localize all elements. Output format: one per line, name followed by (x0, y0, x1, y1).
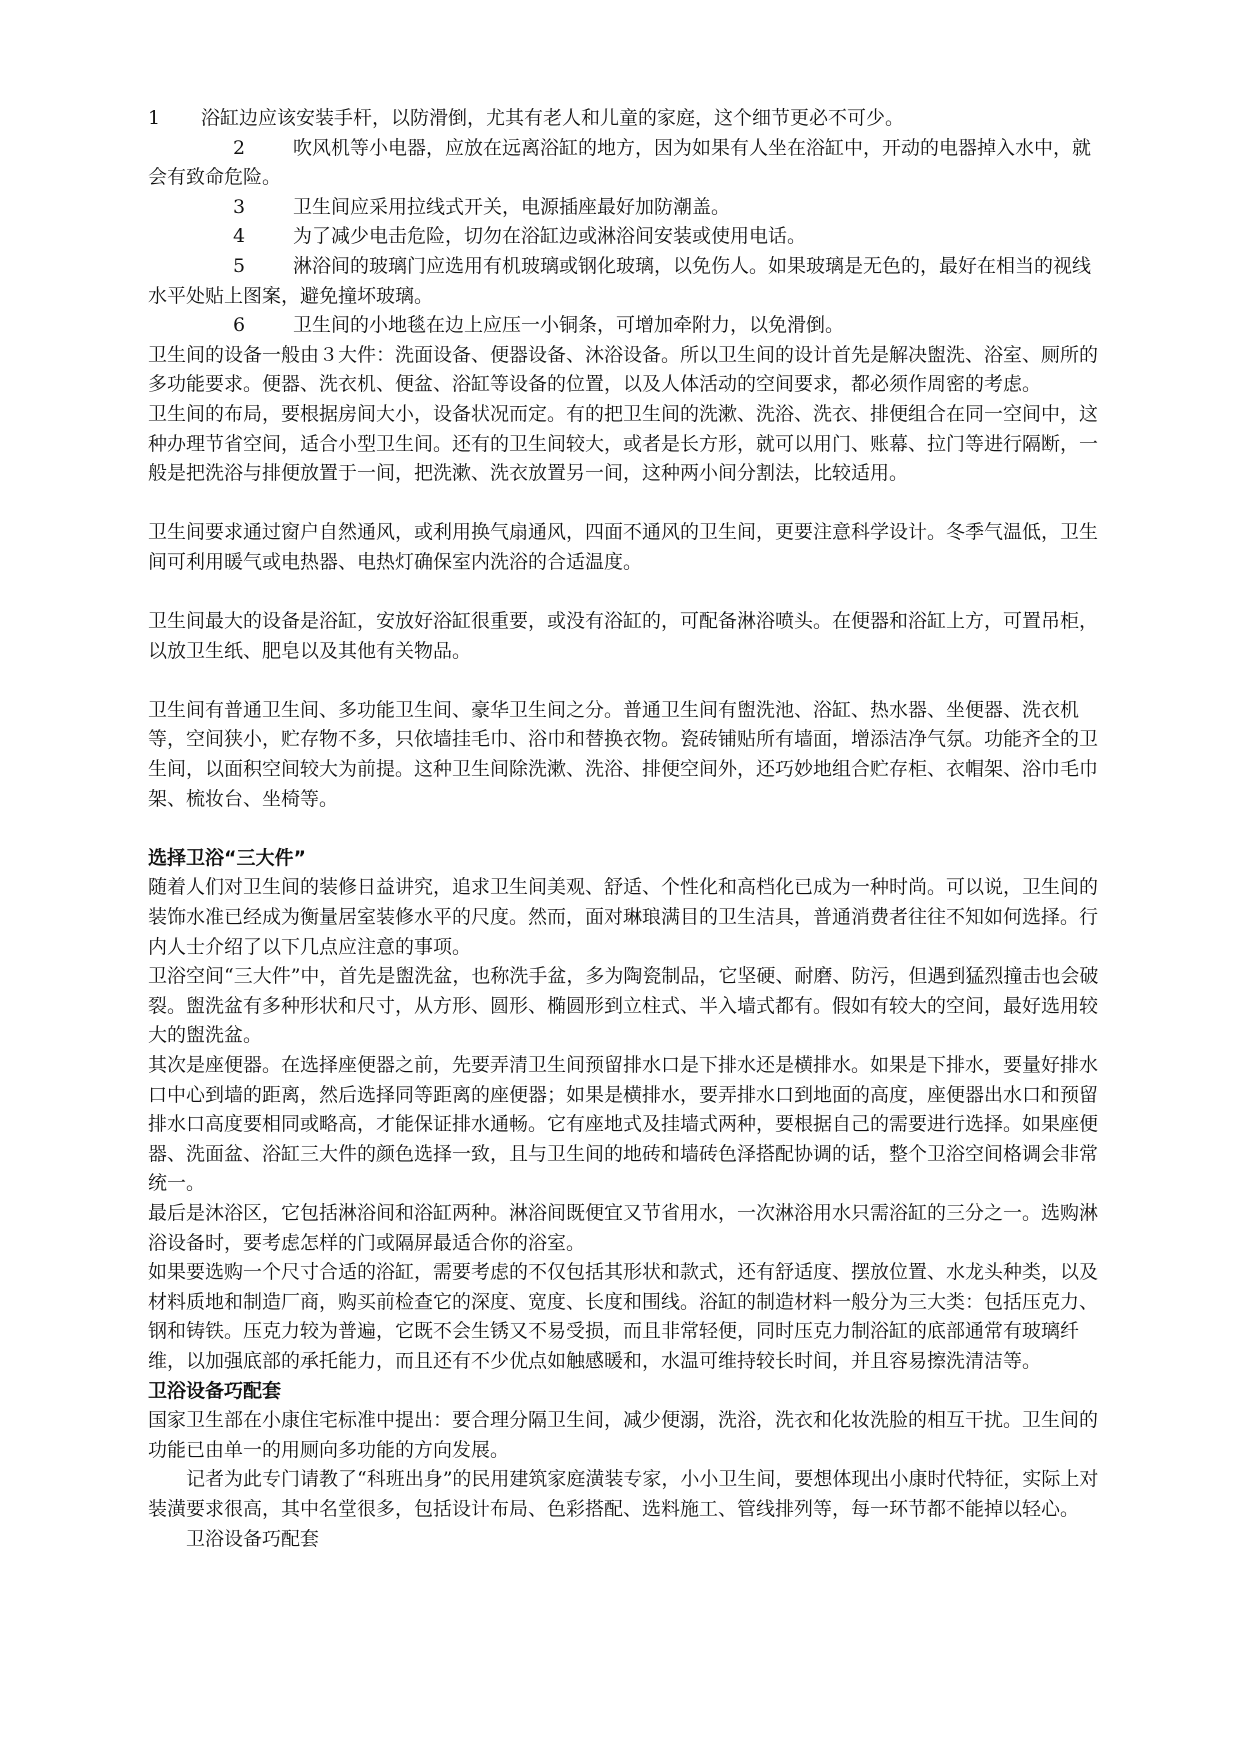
paragraph-bathtub: 卫生间最大的设备是浴缸，安放好浴缸很重要，或没有浴缸的，可配备淋浴喷头。在便器和浴缸上方，可置吊柜，以放卫生纸、肥皂以及其他有关物品。 (148, 610, 1099, 662)
tip-number: 4 (233, 225, 246, 248)
spacer (148, 489, 1108, 519)
section-heading-matching: 卫浴设备巧配套 (148, 1379, 282, 1402)
tip-item-5 (148, 252, 1108, 311)
document-body (148, 104, 1108, 1554)
tip-number: 5 (233, 254, 246, 277)
tip-text: 卫生间的小地毯在边上应压一小铜条，可增加牵附力，以免滑倒。 (293, 314, 845, 337)
paragraph-types: 卫生间有普通卫生间、多功能卫生间、豪华卫生间之分。普通卫生间有盥洗池、浴缸、热水器、坐便器、洗衣机等，空间狭小，贮存物不多，只依墙挂毛巾、浴巾和替换衣物。瓷砖铺贴所有墙面，增添洁净气氛。功能齐全的卫生间，以面积空间较大为前提。这种卫生间除洗漱、洗浴、排便空间外，还巧妙地组合贮存柜、衣帽架、浴巾毛巾架、梳妆台、坐椅等。 (148, 698, 1099, 810)
paragraph-toilet: 其次是座便器。在选择座便器之前，先要弄清卫生间预留排水口是下排水还是横排水。如果是下排水，要量好排水口中心到墙的距离，然后选择同等距离的座便器；如果是横排水，要弄排水口到地面的高度，座便器出水口和预留排水口高度要相同或略高，才能保证排水通畅。它有座地式及挂墙式两种，要根据自己的需要进行选择。如果座便器、洗面盆、浴缸三大件的颜色选择一致，且与卫生间的地砖和墙砖色泽搭配协调的话，整个卫浴空间格调会非常统一。 (148, 1054, 1099, 1195)
tip-text: 卫生间应采用拉线式开关，电源插座最好加防潮盖。 (293, 195, 731, 218)
tip-item-1 (148, 104, 1108, 134)
paragraph-intro: 随着人们对卫生间的装修日益讲究，追求卫生间美观、舒适、个性化和高档化已成为一种时尚。可以说，卫生间的装饰水准已经成为衡量居室装修水平的尺度。然而，面对琳琅满目的卫生洁具，普通消费者往往不知如何选择。行内人士介绍了以下几点应注意的事项。 (148, 876, 1099, 958)
spacer (148, 578, 1108, 608)
paragraph-ventilation: 卫生间要求通过窗户自然通风，或利用换气扇通风，四面不通风的卫生间，更要注意科学设计。冬季气温低，卫生间可利用暖气或电热器、电热灯确保室内洗浴的合适温度。 (148, 521, 1099, 573)
tip-number: 6 (233, 314, 246, 337)
paragraph-tub-selection: 如果要选购一个尺寸合适的浴缸，需要考虑的不仅包括其形状和款式，还有舒适度、摆放位置、水龙头种类，以及材料质地和制造厂商，购买前检查它的深度、宽度、长度和围线。浴缸的制造材料一般分为三大类：包括压克力、钢和铸铁。压克力较为普遍，它既不会生锈又不易受损，而且非常轻便，同时压克力制浴缸的底部通常有玻璃纤维，以加强底部的承托能力，而且还有不少优点如触感暖和，水温可维持较长时间，并且容易擦洗清洁等。 (148, 1261, 1099, 1372)
tip-text: 为了减少电击危险，切勿在浴缸边或淋浴间安装或使用电话。 (293, 225, 807, 248)
tip-text: 吹风机等小电器，应放在远离浴缸的地方，因为如果有人坐在浴缸中，开动的电器掉入水中，就会有致命危险。 (148, 136, 1092, 189)
tip-text: 浴缸边应该安装手杆，以防滑倒，尤其有老人和儿童的家庭，这个细节更必不可少。 (201, 107, 905, 129)
paragraph-expert: 记者为此专门请教了“科班出身”的民用建筑家庭潢装专家，小小卫生间，要想体现出小康时代特征，实际上对装潢要求很高，其中名堂很多，包括设计布局、色彩搭配、选料施工、管线排列等，每一环节都不能掉以轻心。 (148, 1468, 1099, 1520)
tip-item-6 (148, 311, 1108, 341)
section-heading-three-items: 选择卫浴“三大件” (148, 846, 306, 869)
paragraph-basin: 卫浴空间“三大件”中，首先是盥洗盆，也称洗手盆，多为陶瓷制品，它坚硬、耐磨、防污，但遇到猛烈撞击也会破裂。盥洗盆有多种形状和尺寸，从方形、圆形、椭圆形到立柱式、半入墙式都有。假如有较大的空间，最好选用较大的盥洗盆。 (148, 965, 1099, 1047)
spacer (148, 666, 1108, 696)
tip-number: 1 (148, 107, 161, 129)
paragraph-standard: 国家卫生部在小康住宅标准中提出：要合理分隔卫生间，减少便溺，洗浴，洗衣和化妆洗脸的相互干扰。卫生间的功能已由单一的用厕向多功能的方向发展。 (148, 1409, 1099, 1461)
tip-number: 3 (233, 195, 246, 218)
tip-item-4 (148, 222, 1108, 252)
paragraph-equipment: 卫生间的设备一般由３大件：洗面设备、便器设备、沐浴设备。所以卫生间的设计首先是解决盥洗、浴室、厕所的多功能要求。便器、洗衣机、便盆、浴缸等设备的位置，以及人体活动的空间要求，都必须作周密的考虑。 (148, 343, 1099, 396)
tip-number: 2 (233, 136, 246, 159)
tip-item-2 (148, 134, 1108, 193)
paragraph-closing-title: 卫浴设备巧配套 (186, 1527, 320, 1550)
paragraph-shower: 最后是沐浴区，它包括淋浴间和浴缸两种。淋浴间既便宜又节省用水，一次淋浴用水只需浴缸的三分之一。选购淋浴设备时，要考虑怎样的门或隔屏最适合你的浴室。 (148, 1201, 1099, 1254)
paragraph-layout: 卫生间的布局，要根据房间大小，设备状况而定。有的把卫生间的洗漱、洗浴、洗衣、排便组合在同一空间中，这种办理节省空间，适合小型卫生间。还有的卫生间较大，或者是长方形，就可以用门、账幕、拉门等进行隔断，一般是把洗浴与排便放置于一间，把洗漱、洗衣放置另一间，这种两小间分割法，比较适用。 (148, 402, 1099, 485)
tip-item-3 (148, 193, 1108, 223)
spacer (148, 814, 1108, 844)
tip-text: 淋浴间的玻璃门应选用有机玻璃或钢化玻璃，以免伤人。如果玻璃是无色的，最好在相当的视线水平处贴上图案，避免撞坏玻璃。 (148, 254, 1092, 307)
